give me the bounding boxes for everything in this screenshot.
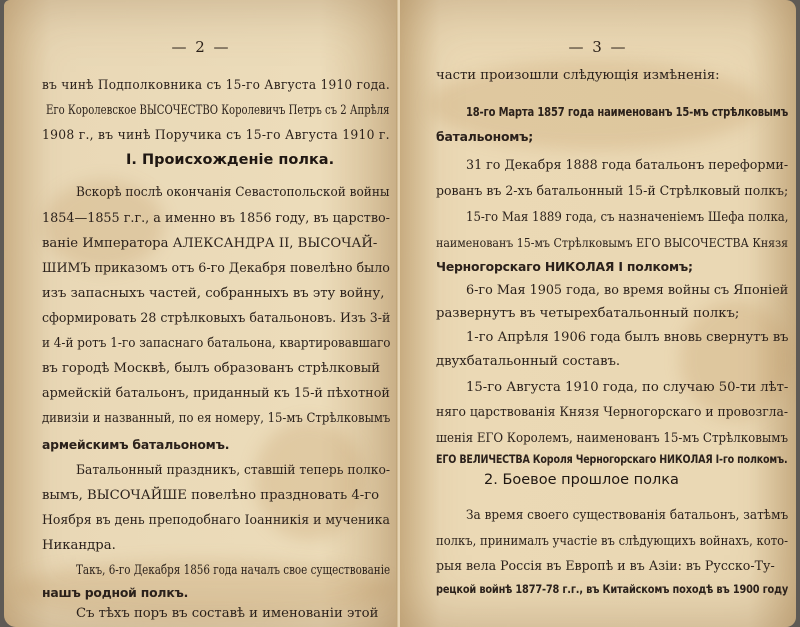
text-line: 15-го Августа 1910 года, по случаю 50-ти лѣт-	[466, 380, 789, 395]
text-line: Его Королевское ВЫСОЧЕСТВО Королевичъ Петръ съ 2 Апрѣля	[46, 103, 390, 118]
page-number: — 2 —	[171, 38, 231, 56]
text-line: ЕГО ВЕЛИЧЕСТВА Короля Черногорскаго НИКОЛАЯ I-го полкомъ.	[436, 453, 788, 466]
text-line: 1-го Апрѣля 1906 года былъ вновь свернутъ въ	[466, 330, 789, 345]
text-line: двухбатальонный составъ.	[436, 354, 621, 369]
text-line: Никандра.	[42, 538, 116, 553]
text-line: 1908 г., въ чинѣ Поручика съ 15-го Августа 1910 г.	[42, 128, 390, 143]
text-line: Батальонный праздникъ, ставшій теперь полко-	[76, 463, 391, 478]
text-line: нашъ родной полкъ.	[42, 585, 189, 600]
text-line: армейскій батальонъ, приданный къ 15-й пѣхотной	[42, 386, 390, 401]
text-line: полкъ, принималъ участіе въ слѣдующихъ войнахъ, кото-	[436, 533, 789, 548]
text-line: рованъ въ 2-хъ батальонный 15-й Стрѣлковый полкъ;	[436, 183, 789, 198]
text-line: рыя вела Россія въ Европѣ и въ Азіи: въ Русско-Ту-	[436, 558, 775, 573]
text-line: дивизіи и названный, по ея номеру, 15-мъ Стрѣлковымъ	[42, 411, 391, 426]
text-line: изъ запасныхъ частей, собранныхъ въ эту войну,	[42, 286, 385, 301]
page-number: — 3 —	[568, 38, 628, 56]
left-page	[4, 0, 398, 627]
text-line: части произошли слѣдующія измѣненія:	[436, 68, 720, 83]
text-line: За время своего существованія батальонъ, затѣмъ	[466, 508, 789, 523]
text-line: развернутъ въ четырехбатальонный полкъ;	[436, 306, 740, 321]
text-line: Вскорѣ послѣ окончанія Севастопольской войны	[76, 185, 390, 200]
text-line: сформировать 28 стрѣлковыхъ батальоновъ. Изъ 3-й	[42, 311, 391, 326]
text-line: Съ тѣхъ поръ въ составѣ и именованіи этой	[76, 606, 379, 621]
text-line: 1854—1855 г.г., а именно въ 1856 году, въ царство-	[42, 211, 390, 226]
text-line: въ городѣ Москвѣ, былъ образованъ стрѣлковый	[42, 361, 381, 376]
text-line: наименованъ 15-мъ Стрѣлковымъ ЕГО ВЫСОЧЕСТВА Князя	[436, 235, 789, 250]
text-line: 31 го Декабря 1888 года батальонъ переформи-	[466, 158, 789, 173]
text-line: Черногорскаго НИКОЛАЯ I полкомъ;	[436, 259, 693, 274]
section-heading: I. Происхожденіе полка.	[126, 152, 335, 168]
text-line: рецкой войнѣ 1877-78 г.г., въ Китайскомъ походѣ въ 1900 году	[436, 582, 789, 596]
text-line: 18-го Марта 1857 года наименованъ 15-мъ стрѣлковымъ	[466, 104, 789, 119]
text-line: батальономъ;	[436, 129, 534, 144]
text-line: вымъ, ВЫСОЧАЙШЕ повелѣно праздновать 4-го	[42, 488, 380, 503]
section-heading: 2. Боевое прошлое полка	[484, 472, 679, 488]
text-line: 6-го Мая 1905 года, во время войны съ Японіей	[466, 283, 789, 298]
text-line: няго царствованія Князя Черногорскаго и провозгла-	[436, 405, 789, 420]
text-line: и 4-й ротъ 1-го запаснаго батальона, квартировавшаго	[42, 336, 391, 351]
text-line: ваніе Императора АЛЕКСАНДРА II, ВЫСОЧАЙ-	[42, 236, 378, 251]
text-line: ШИМЪ приказомъ отъ 6-го Декабря повелѣно было	[42, 261, 390, 276]
text-line: Ноября въ день преподобнаго Іоанникія и мученика	[42, 513, 390, 528]
text-line: въ чинѣ Подполковника съ 15-го Августа 1910 года.	[42, 78, 391, 93]
right-page	[400, 0, 796, 627]
text-line: армейскимъ батальономъ.	[42, 437, 230, 452]
text-line: шенія ЕГО Королемъ, наименованъ 15-мъ Стрѣлковымъ	[436, 430, 789, 445]
text-line: 15-го Мая 1889 года, съ назначеніемъ Шефа полка,	[466, 210, 789, 225]
text-line: Такъ, 6-го Декабря 1856 года началъ свое существованіе	[76, 563, 391, 578]
